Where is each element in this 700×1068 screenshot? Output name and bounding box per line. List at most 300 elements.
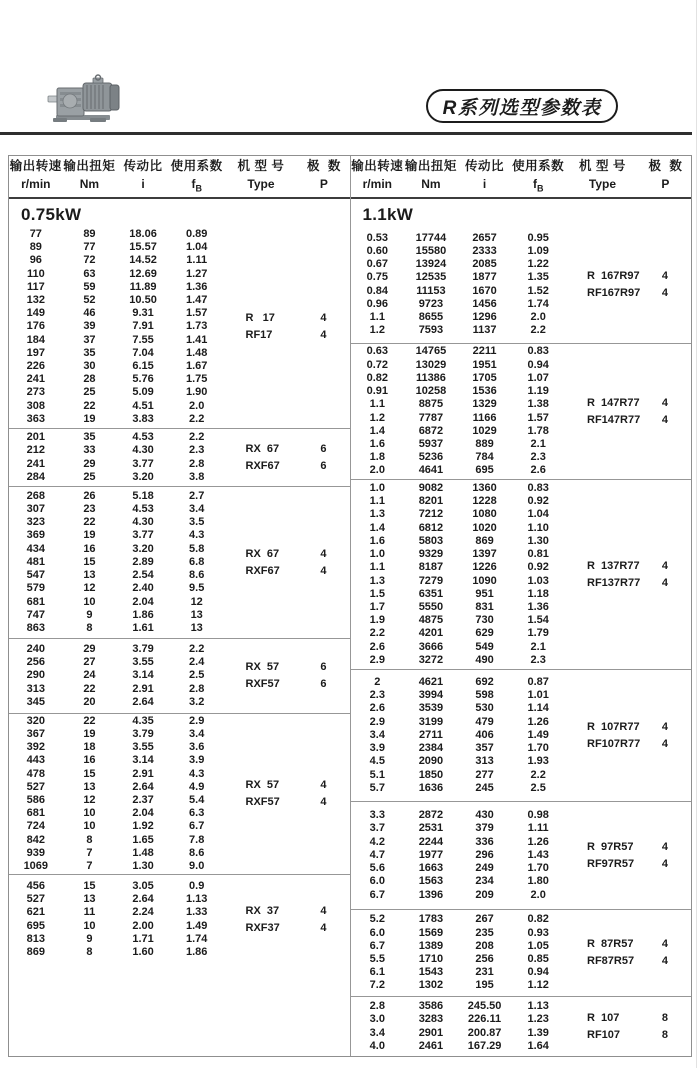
cell-speed: 1.2 bbox=[369, 324, 385, 337]
cell-fb: 1.04 bbox=[527, 508, 549, 521]
cell-ratio: 200.87 bbox=[467, 1026, 502, 1039]
pole-count: 4 bbox=[320, 547, 327, 560]
type-line bbox=[587, 1010, 683, 1027]
table-row bbox=[351, 1000, 566, 1013]
header-en-col1: Nm bbox=[79, 177, 100, 192]
table-row bbox=[9, 768, 224, 781]
cell-speed: 268 bbox=[26, 489, 45, 502]
cell-ratio: 951 bbox=[475, 587, 494, 600]
header-cn-col5: 极 数 bbox=[648, 159, 683, 174]
cell-speed: 527 bbox=[26, 780, 45, 793]
cell-ratio: 357 bbox=[475, 742, 494, 755]
cell-speed: 197 bbox=[26, 346, 45, 359]
cell-torque: 11 bbox=[83, 906, 96, 919]
table-row bbox=[9, 334, 224, 347]
cell-fb: 1.10 bbox=[527, 521, 549, 534]
cell-fb: 3.6 bbox=[189, 741, 205, 754]
cell-ratio: 889 bbox=[475, 437, 494, 450]
table-row bbox=[9, 320, 224, 333]
cell-torque: 10 bbox=[83, 595, 96, 608]
cell-fb: 2.3 bbox=[530, 653, 546, 666]
table-row bbox=[351, 359, 566, 372]
cell-fb: 1.18 bbox=[527, 587, 549, 600]
type-label: R 137R77 bbox=[587, 559, 640, 572]
cell-torque: 7279 bbox=[418, 574, 444, 587]
cell-speed: 724 bbox=[26, 820, 45, 833]
type-block bbox=[224, 429, 350, 486]
table-row bbox=[351, 245, 566, 258]
cell-ratio: 3.14 bbox=[132, 754, 154, 767]
cell-fb: 2.1 bbox=[530, 640, 546, 653]
cell-ratio: 784 bbox=[475, 451, 494, 464]
header-cn-col4: 机 型 号 bbox=[237, 159, 285, 174]
ratio-group bbox=[351, 996, 692, 1056]
cell-speed: 313 bbox=[26, 682, 45, 695]
cell-ratio: 3.55 bbox=[132, 656, 154, 669]
header-en-col5: P bbox=[319, 177, 328, 192]
cell-torque: 30 bbox=[83, 360, 96, 372]
type-line bbox=[587, 719, 683, 736]
cell-ratio: 2.91 bbox=[132, 682, 154, 695]
cell-fb: 1.43 bbox=[527, 848, 549, 861]
cell-torque: 22 bbox=[83, 399, 96, 412]
pole-count: 4 bbox=[661, 840, 669, 853]
cell-torque: 3283 bbox=[418, 1013, 444, 1026]
type-line bbox=[587, 1027, 683, 1044]
type-label: RXF67 bbox=[245, 564, 280, 577]
cell-ratio: 2.89 bbox=[132, 555, 154, 568]
type-label: RF107R77 bbox=[587, 737, 641, 750]
header-row-cn bbox=[9, 157, 350, 176]
cell-speed: 1.1 bbox=[369, 398, 385, 411]
cell-speed: 1.6 bbox=[369, 534, 385, 547]
cell-speed: 0.82 bbox=[366, 371, 389, 384]
ratio-group bbox=[9, 199, 350, 428]
cell-ratio: 730 bbox=[475, 614, 494, 627]
title-badge-label: R系列选型参数表 bbox=[442, 97, 602, 119]
cell-fb: 2.7 bbox=[189, 489, 205, 502]
cell-ratio: 2.00 bbox=[132, 919, 154, 932]
cell-ratio: 5.76 bbox=[132, 373, 154, 386]
cell-torque: 16 bbox=[83, 754, 96, 767]
cell-ratio: 1670 bbox=[472, 284, 497, 297]
table-row bbox=[351, 1040, 566, 1053]
cell-speed: 4.5 bbox=[369, 755, 385, 768]
table-row bbox=[351, 913, 566, 926]
cell-ratio: 2333 bbox=[472, 244, 497, 257]
cell-speed: 747 bbox=[26, 608, 45, 621]
cell-torque: 9329 bbox=[418, 548, 444, 561]
cell-fb: 3.8 bbox=[189, 470, 205, 483]
cell-speed: 863 bbox=[26, 621, 45, 634]
table-row bbox=[351, 1027, 566, 1040]
cell-ratio: 1.61 bbox=[132, 621, 154, 634]
cell-fb: 0.94 bbox=[527, 358, 549, 371]
cell-ratio: 1166 bbox=[472, 411, 497, 424]
table-row bbox=[9, 400, 224, 413]
type-block bbox=[224, 226, 350, 428]
cell-fb: 3.2 bbox=[189, 695, 205, 708]
type-label: RX 37 bbox=[245, 904, 280, 917]
header-cn-col5: 极 数 bbox=[306, 159, 341, 174]
table-row bbox=[9, 386, 224, 399]
cell-speed: 201 bbox=[26, 431, 45, 444]
cell-torque: 9 bbox=[86, 608, 93, 621]
cell-fb: 1.47 bbox=[185, 293, 208, 306]
cell-ratio: 869 bbox=[475, 534, 494, 547]
pole-count: 4 bbox=[661, 720, 669, 733]
pole-count: 4 bbox=[661, 938, 669, 950]
cell-speed: 5.6 bbox=[369, 862, 385, 875]
cell-speed: 290 bbox=[26, 669, 45, 682]
cell-ratio: 1397 bbox=[472, 548, 497, 561]
table-row bbox=[9, 490, 224, 503]
type-label: R 87R57 bbox=[587, 938, 634, 950]
type-line bbox=[246, 327, 342, 344]
cell-speed: 2.3 bbox=[369, 689, 385, 702]
table-row bbox=[351, 535, 566, 548]
cell-fb: 1.74 bbox=[185, 932, 208, 945]
cell-ratio: 245 bbox=[475, 781, 494, 794]
table-row bbox=[9, 820, 224, 833]
type-label: R 167R97 bbox=[587, 269, 640, 282]
cell-fb: 1.09 bbox=[527, 244, 549, 257]
type-block bbox=[565, 226, 691, 343]
header-en-col4: Type bbox=[588, 177, 617, 192]
cell-fb: 0.83 bbox=[527, 482, 549, 495]
cell-fb: 0.89 bbox=[185, 227, 208, 240]
cell-torque: 16 bbox=[83, 542, 96, 555]
cell-speed: 1.1 bbox=[369, 495, 385, 508]
cell-torque: 1710 bbox=[418, 953, 444, 965]
table-row bbox=[9, 715, 224, 728]
header-en-col1: Nm bbox=[421, 177, 441, 192]
cell-fb: 1.52 bbox=[527, 284, 549, 297]
table-row bbox=[351, 372, 566, 385]
type-label: R 107 bbox=[587, 1011, 620, 1024]
type-line bbox=[246, 903, 342, 920]
cell-fb: 1.64 bbox=[527, 1039, 549, 1052]
cell-speed: 149 bbox=[26, 307, 45, 320]
type-label: RX 67 bbox=[245, 442, 280, 455]
header-en-col5: P bbox=[661, 177, 670, 192]
cell-speed: 0.67 bbox=[366, 258, 389, 271]
cell-speed: 434 bbox=[26, 542, 45, 555]
cell-torque: 2090 bbox=[418, 755, 444, 768]
cell-torque: 3199 bbox=[418, 715, 444, 728]
cell-torque: 11153 bbox=[416, 284, 446, 297]
cell-fb: 0.93 bbox=[527, 926, 549, 939]
cell-speed: 586 bbox=[26, 794, 45, 806]
header-en-col2: i bbox=[482, 177, 487, 192]
cell-ratio: 2.24 bbox=[132, 906, 154, 919]
cell-ratio: 1360 bbox=[472, 482, 497, 495]
cell-ratio: 530 bbox=[475, 702, 494, 715]
cell-ratio: 313 bbox=[475, 755, 494, 768]
cell-ratio: 234 bbox=[475, 875, 494, 888]
cell-torque: 5550 bbox=[418, 600, 444, 613]
type-label: RXF67 bbox=[245, 459, 280, 472]
cell-fb: 5.8 bbox=[189, 542, 205, 555]
cell-ratio: 2.04 bbox=[132, 595, 154, 608]
section-body bbox=[351, 670, 692, 801]
cell-ratio: 1029 bbox=[472, 424, 497, 437]
cell-speed: 681 bbox=[26, 595, 45, 608]
pole-count: 4 bbox=[320, 329, 327, 341]
cell-ratio: 629 bbox=[475, 627, 494, 640]
cell-speed: 345 bbox=[26, 695, 45, 708]
cell-fb: 8.6 bbox=[189, 846, 205, 859]
ratio-group bbox=[9, 428, 350, 486]
header-cn-col4: 机 型 号 bbox=[578, 159, 626, 174]
cell-speed: 2.0 bbox=[369, 464, 385, 477]
table-row bbox=[351, 927, 566, 940]
cell-ratio: 1137 bbox=[472, 324, 497, 337]
cell-speed: 695 bbox=[26, 919, 45, 932]
cell-ratio: 249 bbox=[475, 862, 494, 875]
cell-speed: 1069 bbox=[23, 860, 49, 873]
table-row bbox=[9, 458, 224, 471]
cell-ratio: 598 bbox=[475, 689, 494, 702]
cell-fb: 2.1 bbox=[530, 437, 546, 450]
cell-torque: 12535 bbox=[415, 271, 447, 284]
cell-torque: 10 bbox=[83, 919, 96, 932]
cell-ratio: 1456 bbox=[472, 297, 497, 310]
cell-fb: 1.22 bbox=[527, 258, 549, 271]
cell-fb: 2.5 bbox=[189, 669, 205, 682]
cell-speed: 3.4 bbox=[369, 728, 385, 741]
pole-count: 4 bbox=[661, 576, 669, 589]
cell-speed: 369 bbox=[26, 529, 45, 542]
table-row bbox=[351, 769, 566, 782]
type-line bbox=[587, 268, 683, 285]
cell-fb: 1.70 bbox=[527, 862, 549, 875]
cell-torque: 1389 bbox=[418, 939, 444, 952]
cell-speed: 0.96 bbox=[366, 297, 389, 310]
type-label: RF17 bbox=[245, 329, 273, 341]
type-label: RXF57 bbox=[245, 678, 280, 690]
cell-fb: 2.0 bbox=[530, 888, 546, 901]
cell-ratio: 1296 bbox=[472, 310, 497, 323]
cell-fb: 1.05 bbox=[527, 939, 549, 952]
cell-fb: 1.57 bbox=[527, 411, 549, 424]
cell-torque: 1563 bbox=[418, 875, 444, 888]
type-line bbox=[246, 794, 342, 811]
cell-fb: 1.36 bbox=[185, 280, 208, 293]
table-half-075kw bbox=[9, 156, 350, 1056]
table-row bbox=[9, 683, 224, 696]
cell-torque: 1396 bbox=[418, 888, 444, 901]
cell-torque: 2711 bbox=[419, 728, 443, 741]
header-cn-col2: 传动比 bbox=[465, 159, 505, 174]
cell-speed: 3.7 bbox=[369, 822, 385, 835]
cell-speed: 2.6 bbox=[369, 702, 385, 715]
cell-fb: 0.85 bbox=[527, 953, 549, 965]
table-row bbox=[9, 669, 224, 682]
cell-ratio: 4.30 bbox=[132, 444, 154, 457]
table-row bbox=[9, 794, 224, 807]
table-row bbox=[351, 889, 566, 902]
pole-count: 8 bbox=[661, 1011, 669, 1024]
cell-torque: 10 bbox=[83, 820, 96, 833]
cell-ratio: 208 bbox=[475, 939, 494, 952]
table-row bbox=[9, 281, 224, 294]
cell-torque: 15 bbox=[83, 879, 96, 892]
cell-ratio: 549 bbox=[475, 640, 494, 653]
table-row bbox=[351, 522, 566, 535]
cell-fb: 1.86 bbox=[185, 945, 208, 958]
cell-torque: 19 bbox=[83, 412, 96, 425]
table-row bbox=[351, 508, 566, 521]
cell-torque: 1302 bbox=[418, 979, 444, 992]
cell-fb: 1.26 bbox=[527, 835, 549, 848]
pole-count: 6 bbox=[320, 459, 327, 472]
pole-count: 4 bbox=[661, 559, 669, 572]
table-row bbox=[9, 529, 224, 542]
cell-speed: 363 bbox=[26, 412, 45, 425]
cell-torque: 3539 bbox=[418, 702, 444, 715]
table-row bbox=[9, 569, 224, 582]
pole-count: 4 bbox=[320, 796, 327, 808]
section-body bbox=[9, 639, 350, 713]
header-en-col0: r/min bbox=[21, 177, 51, 192]
ratio-group bbox=[351, 199, 692, 343]
cell-speed: 6.1 bbox=[369, 966, 385, 979]
cell-torque: 2901 bbox=[418, 1026, 444, 1039]
cell-ratio: 296 bbox=[475, 848, 494, 861]
type-line bbox=[246, 676, 342, 693]
table-row bbox=[9, 906, 224, 919]
cell-fb: 3.4 bbox=[189, 503, 205, 516]
cell-ratio: 7.04 bbox=[132, 346, 154, 359]
table-row bbox=[351, 953, 566, 966]
cell-speed: 0.53 bbox=[366, 231, 389, 244]
cell-ratio: 3.77 bbox=[132, 529, 154, 542]
cell-fb: 2.8 bbox=[189, 457, 205, 470]
cell-torque: 37 bbox=[83, 333, 96, 346]
cell-torque: 6351 bbox=[418, 587, 444, 600]
cell-speed: 2.9 bbox=[369, 653, 385, 666]
cell-ratio: 195 bbox=[475, 979, 494, 992]
cell-speed: 1.3 bbox=[369, 508, 385, 521]
cell-ratio: 379 bbox=[475, 822, 494, 835]
cell-fb: 2.0 bbox=[189, 399, 205, 412]
cell-ratio: 1020 bbox=[472, 521, 497, 534]
cell-speed: 1.0 bbox=[369, 482, 385, 495]
cell-fb: 0.83 bbox=[527, 345, 549, 358]
cell-speed: 307 bbox=[26, 503, 45, 516]
cell-fb: 13 bbox=[190, 621, 203, 634]
table-row bbox=[351, 676, 566, 689]
header-row-en bbox=[351, 176, 692, 196]
cell-ratio: 2.64 bbox=[132, 893, 154, 906]
type-block bbox=[224, 875, 350, 964]
cell-fb: 2.2 bbox=[189, 642, 205, 655]
cell-ratio: 1.71 bbox=[132, 932, 154, 945]
column-header bbox=[9, 156, 350, 199]
cell-torque: 3994 bbox=[418, 689, 444, 702]
pole-count: 4 bbox=[320, 921, 327, 934]
cell-speed: 1.5 bbox=[369, 587, 385, 600]
table-row bbox=[351, 464, 566, 477]
cell-fb: 0.94 bbox=[527, 966, 549, 979]
cell-ratio: 1329 bbox=[472, 398, 497, 411]
cell-ratio: 1.30 bbox=[132, 860, 154, 873]
table-row bbox=[351, 311, 566, 324]
table-row bbox=[351, 654, 566, 667]
header-cn-col0: 输出转速 bbox=[9, 159, 62, 174]
cell-torque: 46 bbox=[83, 307, 96, 320]
data-rows bbox=[9, 226, 224, 428]
data-rows bbox=[9, 639, 224, 713]
cell-fb: 3.5 bbox=[189, 516, 205, 529]
cell-speed: 176 bbox=[26, 320, 45, 333]
cell-ratio: 1090 bbox=[472, 574, 497, 587]
cell-ratio: 4.53 bbox=[132, 431, 154, 444]
cell-ratio: 1705 bbox=[472, 371, 497, 384]
ratio-group bbox=[351, 343, 692, 479]
table-row bbox=[9, 920, 224, 933]
cell-speed: 5.7 bbox=[369, 781, 385, 794]
cell-fb: 3.4 bbox=[189, 727, 205, 740]
cell-ratio: 1.92 bbox=[132, 820, 154, 833]
cell-speed: 1.1 bbox=[369, 310, 385, 323]
table-row bbox=[351, 940, 566, 953]
header-cn-col2: 传动比 bbox=[123, 159, 163, 174]
cell-fb: 4.3 bbox=[189, 767, 205, 780]
table-row bbox=[9, 431, 224, 444]
cell-ratio: 231 bbox=[475, 966, 494, 979]
cell-torque: 4641 bbox=[418, 464, 444, 477]
cell-torque: 4201 bbox=[418, 627, 444, 640]
cell-torque: 26 bbox=[83, 489, 96, 502]
cell-fb: 1.11 bbox=[186, 254, 208, 267]
cell-ratio: 277 bbox=[475, 768, 494, 781]
cell-ratio: 235 bbox=[475, 926, 494, 939]
ratio-group bbox=[351, 801, 692, 909]
cell-ratio: 695 bbox=[475, 464, 494, 477]
type-line bbox=[587, 953, 683, 970]
cell-speed: 0.60 bbox=[366, 244, 389, 257]
section-body bbox=[9, 487, 350, 638]
table-row bbox=[9, 228, 224, 241]
pole-count: 4 bbox=[320, 564, 327, 577]
table-row bbox=[351, 742, 566, 755]
cell-fb: 1.49 bbox=[185, 919, 208, 932]
cell-speed: 621 bbox=[26, 906, 45, 919]
table-row bbox=[9, 556, 224, 569]
table-row bbox=[351, 601, 566, 614]
cell-torque: 25 bbox=[83, 386, 96, 399]
data-rows bbox=[9, 487, 224, 638]
cell-speed: 308 bbox=[26, 399, 45, 412]
cell-speed: 0.91 bbox=[366, 385, 389, 398]
cell-speed: 579 bbox=[26, 582, 45, 595]
cell-torque: 22 bbox=[83, 682, 96, 695]
cell-speed: 1.1 bbox=[369, 561, 385, 574]
type-line bbox=[587, 412, 683, 429]
cell-torque: 13924 bbox=[415, 258, 447, 271]
cell-torque: 2384 bbox=[418, 742, 444, 755]
cell-torque: 23 bbox=[83, 503, 96, 516]
table-row bbox=[9, 413, 224, 426]
table-row bbox=[351, 979, 566, 992]
ratio-group bbox=[9, 874, 350, 1056]
header-en-col2: i bbox=[141, 177, 145, 192]
cell-fb: 2.2 bbox=[530, 324, 546, 337]
table-row bbox=[351, 627, 566, 640]
cell-ratio: 2.91 bbox=[132, 767, 154, 780]
